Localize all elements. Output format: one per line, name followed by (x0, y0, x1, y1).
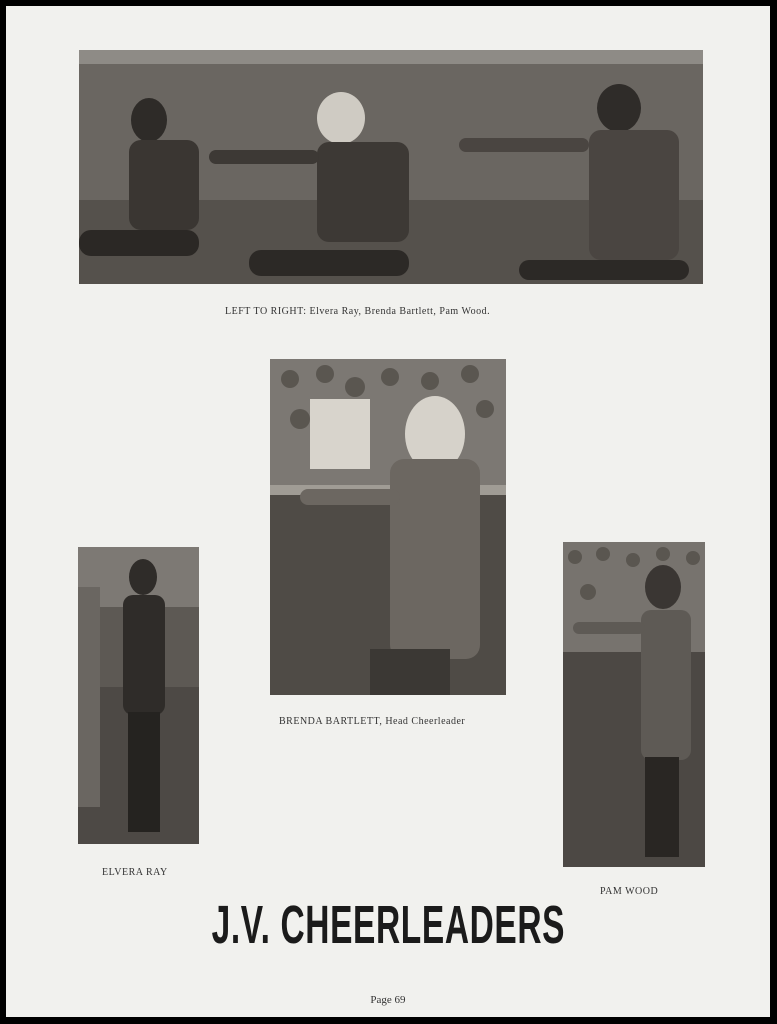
group-photo-image (79, 50, 703, 284)
elvera-ray-caption: ELVERA RAY (102, 867, 168, 878)
page-number: Page 69 (370, 994, 406, 1006)
group-photo (79, 50, 703, 284)
group-photo-caption: LEFT TO RIGHT: Elvera Ray, Brenda Bartlett, Pam Wood. (225, 306, 491, 317)
head-cheerleader-caption: BRENDA BARTLETT, Head Cheerleader (279, 716, 466, 727)
yearbook-page (6, 6, 770, 1017)
pam-wood-photo (563, 542, 705, 867)
elvera-ray-image (78, 547, 199, 844)
pam-wood-image (563, 542, 705, 867)
page-title: J.V. CHEERLEADERS (211, 895, 566, 955)
pam-wood-caption: PAM WOOD (600, 886, 659, 897)
head-cheerleader-photo (270, 359, 506, 695)
head-cheerleader-image (270, 359, 506, 695)
elvera-ray-photo (78, 547, 199, 844)
